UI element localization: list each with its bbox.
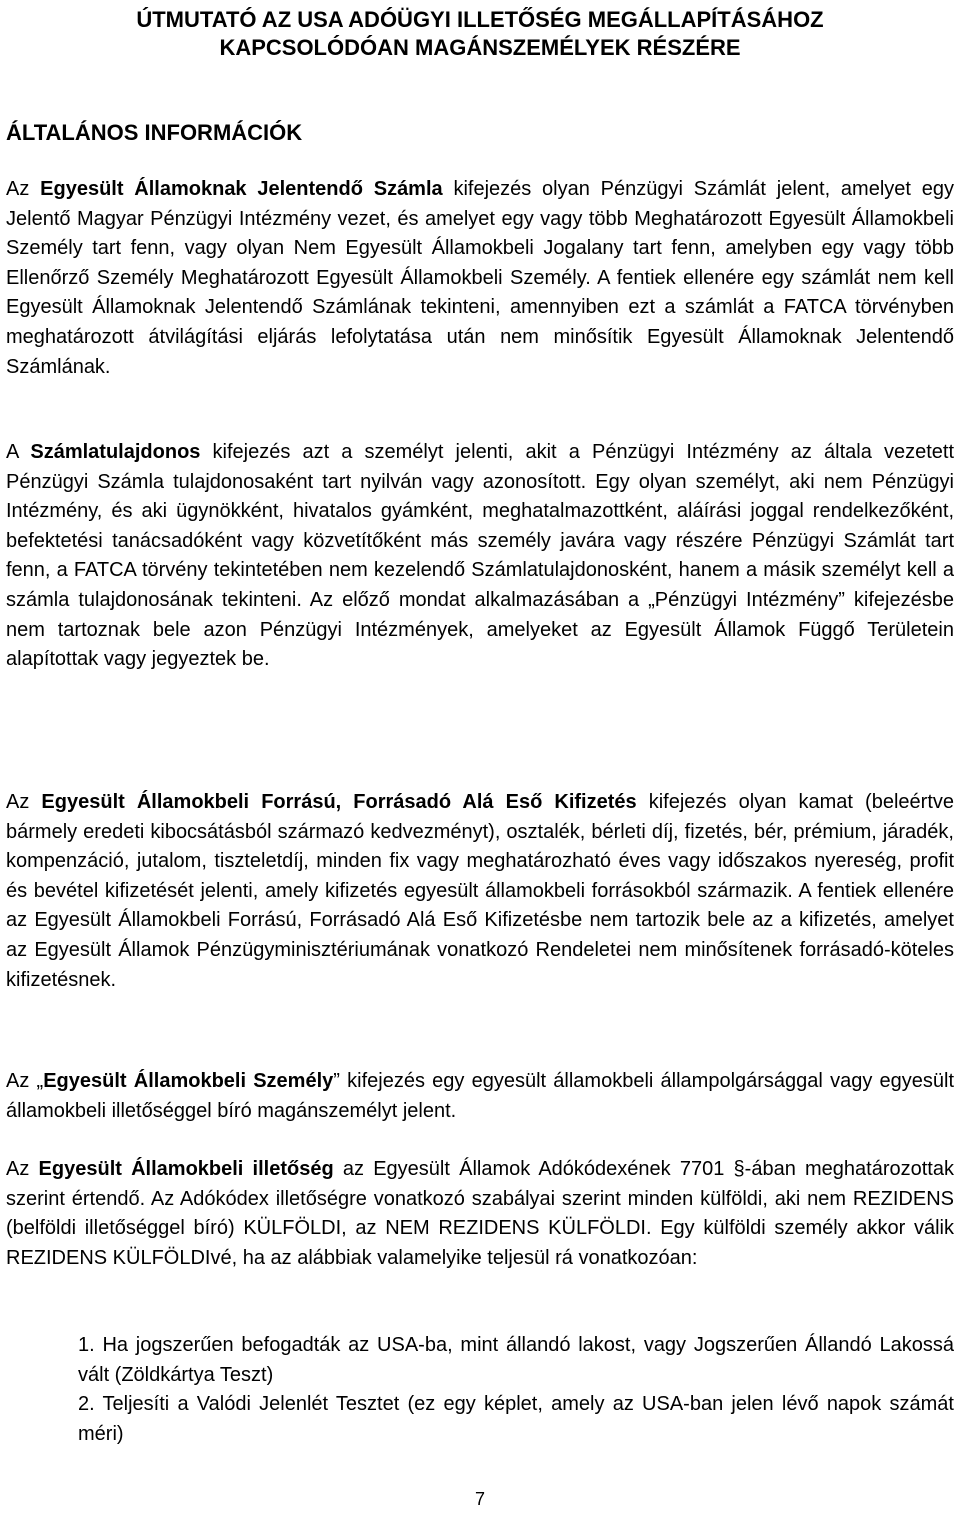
defined-term: Egyesült Államokbeli illetőség — [38, 1158, 334, 1180]
paragraph-account-holder — [6, 438, 954, 675]
paragraph-text: az Egyesült Államok Adókódexének 7701 §-ában meghatározottak szerint értendő. Az Adókódex illetőségre vonatkozó szabályai szerint minden külföldi, aki nem REZIDENS (belföldi illetőséggel bíró) KÜLFÖLDI, az NEM REZIDENS KÜLFÖLDI. Egy külföldi személy akkor válik REZIDENS KÜLFÖLDIvé, ha az alábbiak valamelyike teljesül rá vonatkozóan: — [6, 1158, 954, 1269]
paragraph-text: kifejezés olyan Pénzügyi Számlát jelent, amelyet egy Jelentő Magyar Pénzügyi Intézmény vezet, és amelyet egy vagy több Meghatározott Egyesült Államokbeli Személy tart fenn, vagy olyan Nem Egyesült Államokbeli Jogalany tart fenn, amelyben egy vagy több Ellenőrző Személy Meghatározott Egyesült Államokbeli Személy. A fentiek ellenére egy számlát nem kell Egyesült Államoknak Jelentendő Számlának tekinteni, amennyiben ezt a számlát a FATCA törvényben meghatározott átvilágítási eljárás lefolytatása után nem minősítik Egyesült Államoknak Jelentendő Számlának. — [6, 178, 955, 378]
paragraph-text: kifejezés azt a személyt jelenti, akit a Pénzügyi Intézmény az általa vezetett Pénzügyi Számla tulajdonosaként tart nyilván vagy azonosított. Egy olyan személyt, aki nem Pénzügyi Intézmény, és aki ügynökként, hivatalos gyámként, meghatalmazottként, aláírási joggal rendelkezőként, befektetési tanácsadóként vagy közvetítőként más személy javára vagy részére Pénzügyi Számlát tart fenn, a FATCA törvény tekintetében nem kezelendő Számlatulajdonosként, hanem a másik személyt kell a számla tulajdonosának tekinteni. Az előző mondat alkalmazásában a „Pénzügyi Intézmény” kifejezésbe nem tartoznak bele azon Pénzügyi Intézmények, amelyeket az Egyesült Államok Függő Területein alapítottak vagy jegyeztek be. — [6, 441, 955, 671]
defined-term: Egyesült Államokbeli Forrású, Forrásadó Alá Eső Kifizetés — [41, 791, 637, 813]
defined-term: Számlatulajdonos — [30, 441, 201, 463]
paragraph-us-person — [6, 1067, 954, 1126]
document-title — [6, 6, 954, 62]
paragraph-text: Az — [6, 1158, 39, 1180]
title-line-2: KAPCSOLÓDÓAN MAGÁNSZEMÉLYEK RÉSZÉRE — [219, 35, 741, 60]
paragraph-text: A — [6, 441, 31, 463]
defined-term: Egyesült Államokbeli Személy — [43, 1070, 334, 1092]
section-heading: ÁLTALÁNOS INFORMÁCIÓK — [6, 120, 303, 145]
list-item: 1. Ha jogszerűen befogadták az USA-ba, mint állandó lakost, vagy Jogszerűen Állandó Lakossá vált (Zöldkártya Teszt) — [78, 1334, 954, 1386]
paragraph-reportable-account — [6, 175, 954, 382]
paragraph-text: Az „ — [6, 1070, 44, 1092]
paragraph-text: Az — [6, 791, 42, 813]
paragraph-text: ” kifejezés egy egyesült államokbeli állampolgársággal vagy egyesült államokbeli illetőséggel bíró magánszemélyt jelent. — [6, 1070, 955, 1122]
title-line-1: ÚTMUTATÓ AZ USA ADÓÜGYI ILLETŐSÉG MEGÁLLAPÍTÁSÁHOZ — [136, 7, 824, 32]
page-number: 7 — [474, 1489, 485, 1509]
defined-term: Egyesült Államoknak Jelentendő Számla — [40, 178, 443, 200]
residency-criteria-list — [78, 1331, 954, 1449]
paragraph-text: kifejezés olyan kamat (beleértve bármely eredeti kibocsátásból származó kedvezményt), osztalék, bérleti díj, fizetés, bér, prémium, járadék, kompenzáció, jutalom, tiszteletdíj, minden fix vagy meghatározható éves vagy időszakos nyereség, profit és bevétel kifizetését jelenti, amely kifizetés egyesült államokbeli forrásokból származik. A fentiek ellenére az Egyesült Államokbeli Forrású, Forrásadó Alá Eső Kifizetésbe nem tartozik bele az a kifizetés, amelyet az Egyesült Államok Pénzügyminisztériumának vonatkozó Rendeletei nem minősítenek forrásadó-köteles kifizetésnek. — [6, 791, 954, 991]
paragraph-withholdable-payment — [6, 788, 954, 995]
list-item: 2. Teljesíti a Valódi Jelenlét Tesztet (ez egy képlet, amely az USA-ban jelen lévő napok számát méri) — [78, 1393, 954, 1445]
paragraph-text: Az — [6, 178, 41, 200]
paragraph-us-residency — [6, 1155, 954, 1273]
